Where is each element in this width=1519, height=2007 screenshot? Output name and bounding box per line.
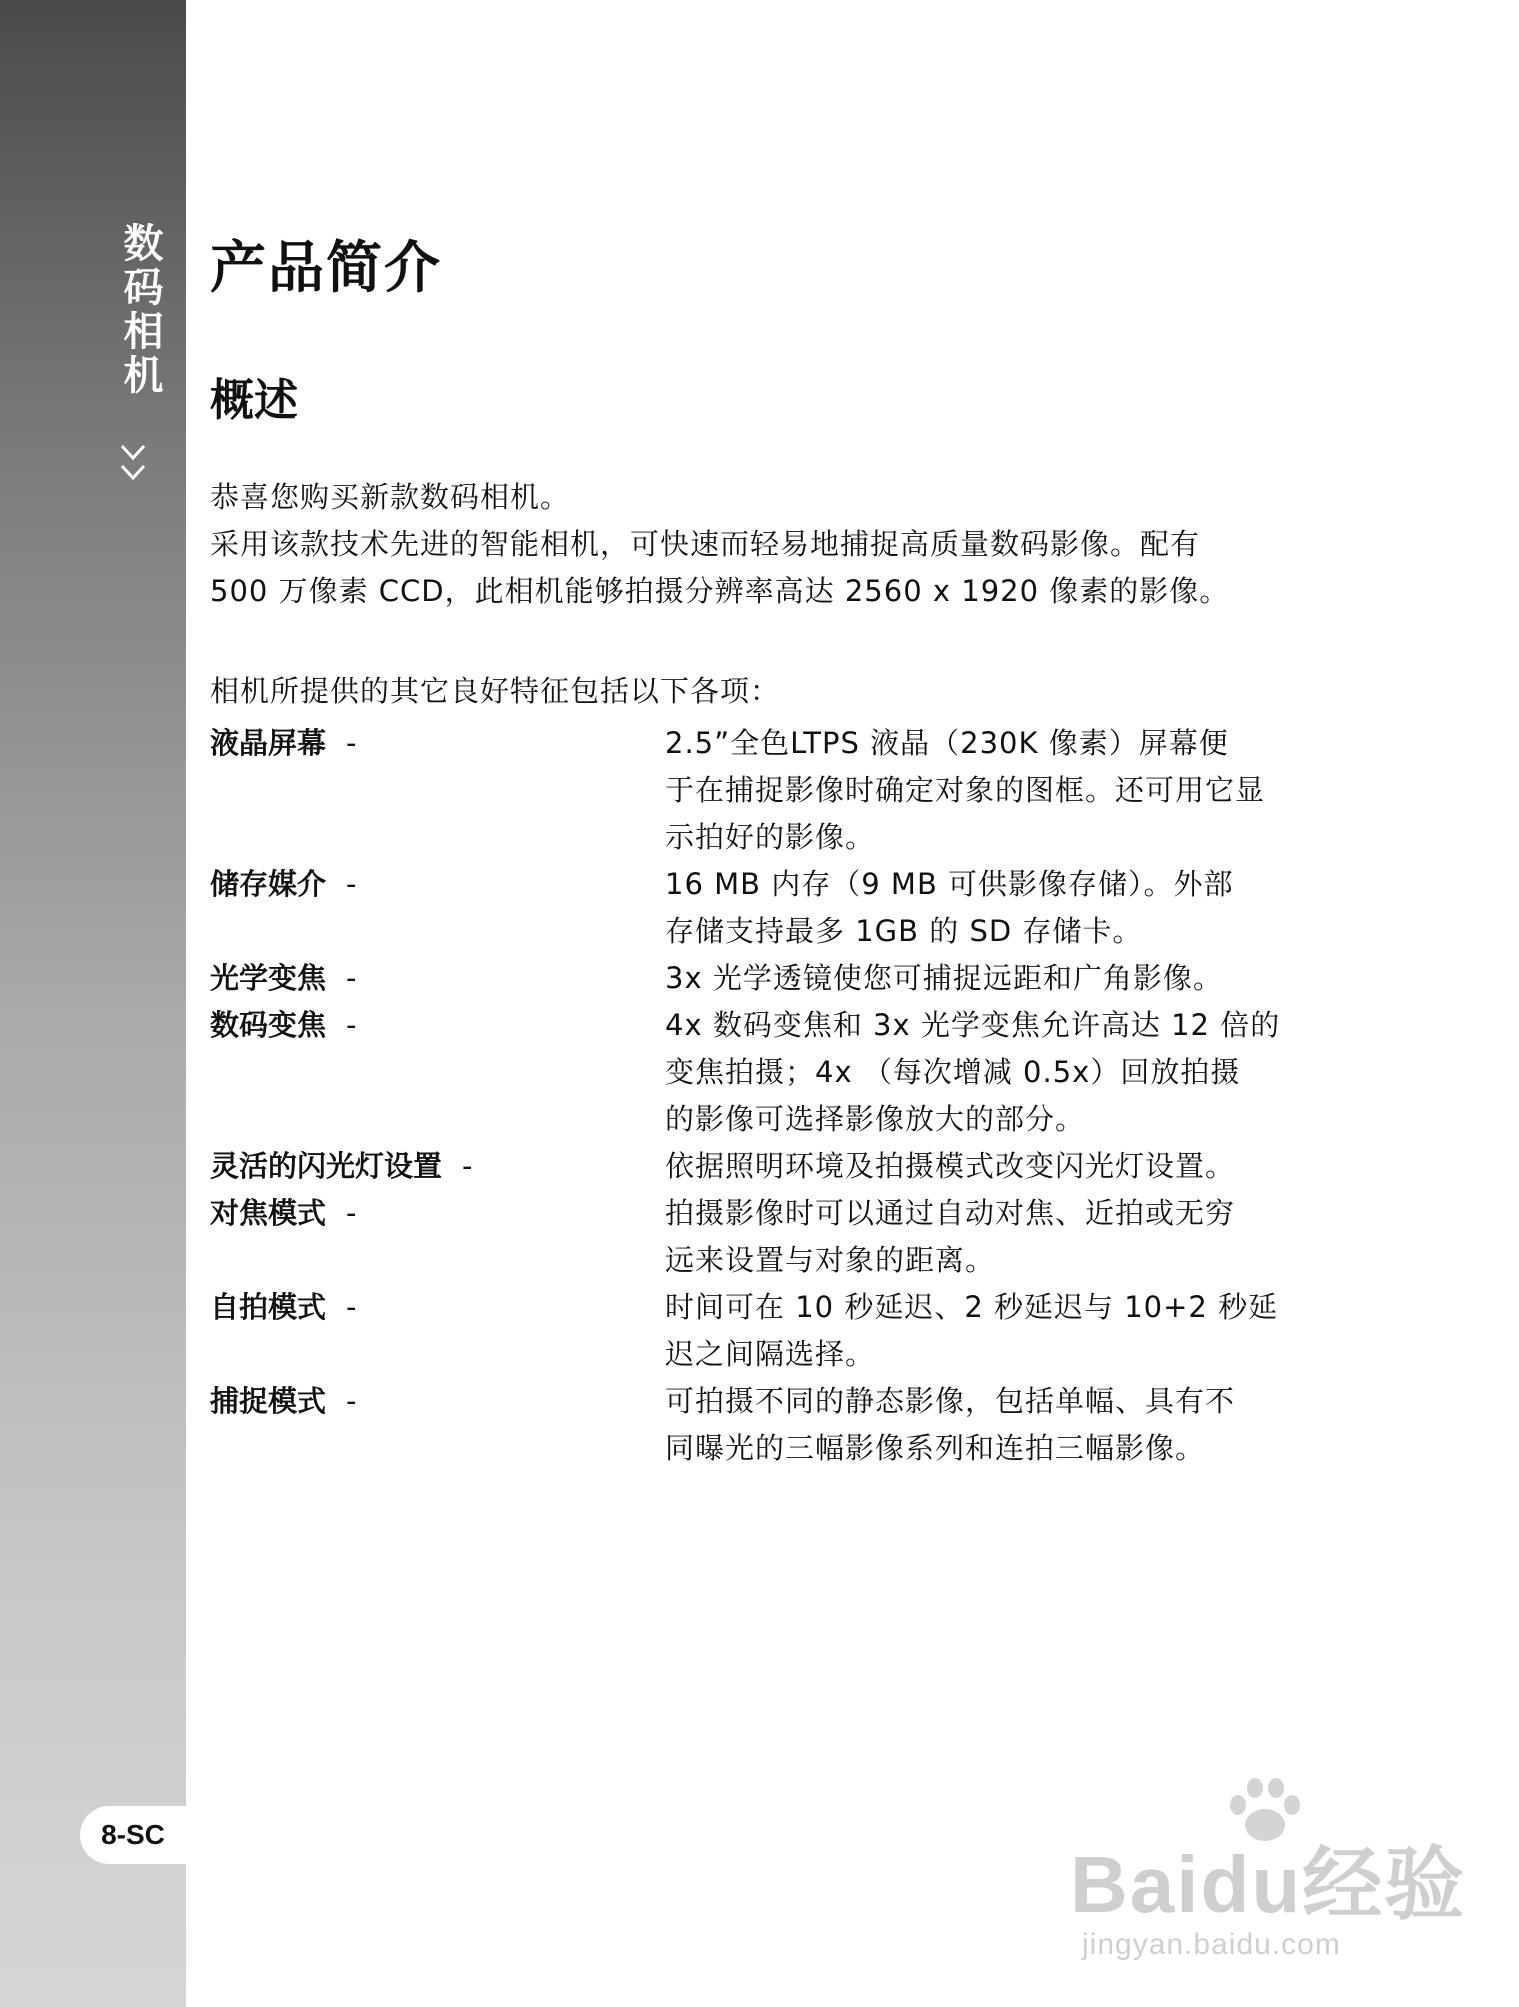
feature-description	[665, 1190, 1320, 1284]
feature-line: 的影像可选择影像放大的部分。	[665, 1102, 1086, 1136]
feature-label: 光学变焦	[210, 961, 327, 995]
feature-dash: -	[346, 1196, 357, 1230]
feature-description	[665, 861, 1320, 955]
section-title: 概述	[210, 375, 298, 426]
feature-description	[665, 1143, 1320, 1190]
feature-line: 3x 光学透镜使您可捕捉远距和广角影像。	[665, 961, 1223, 995]
feature-line: 同曝光的三幅影像系列和连拍三幅影像。	[665, 1431, 1206, 1465]
feature-item	[210, 1190, 1320, 1284]
feature-line: 可拍摄不同的静态影像，包括单幅、具有不	[665, 1384, 1236, 1418]
feature-item	[210, 861, 1320, 955]
feature-description	[665, 1378, 1320, 1472]
feature-description	[665, 955, 1320, 1002]
features-intro: 相机所提供的其它良好特征包括以下各项：	[210, 674, 781, 708]
feature-item	[210, 955, 1320, 1002]
intro-line-3: 500 万像素 CCD，此相机能够拍摄分辨率高达 2560 x 1920 像素的影像。	[210, 574, 1230, 608]
intro-line-2: 采用该款技术先进的智能相机，可快速而轻易地捕捉高质量数码影像。配有	[210, 527, 1201, 561]
feature-description	[665, 1002, 1320, 1143]
feature-label: 灵活的闪光灯设置	[210, 1149, 443, 1183]
feature-line: 2.5”全色LTPS 液晶（230K 像素）屏幕便	[665, 726, 1229, 760]
side-band	[0, 0, 186, 2007]
feature-dash: -	[346, 1290, 357, 1324]
intro-line-1: 恭喜您购买新款数码相机。	[210, 480, 571, 514]
feature-description	[665, 720, 1320, 861]
feature-dash: -	[346, 1384, 357, 1418]
feature-label: 数码变焦	[210, 1008, 327, 1042]
page-title: 产品简介	[210, 236, 442, 301]
feature-line: 16 MB 内存（9 MB 可供影像存储）。外部	[665, 867, 1234, 901]
double-chevron-icon	[118, 440, 148, 486]
feature-line: 远来设置与对象的距离。	[665, 1243, 996, 1277]
feature-label: 对焦模式	[210, 1196, 327, 1230]
feature-dash: -	[346, 1008, 357, 1042]
watermark	[1070, 1780, 1500, 1980]
feature-label: 自拍模式	[210, 1290, 327, 1324]
watermark-logo: Baidu经验	[1070, 1840, 1467, 1929]
feature-label: 储存媒介	[210, 867, 327, 901]
feature-line: 存储支持最多 1GB 的 SD 存储卡。	[665, 914, 1143, 948]
feature-line: 变焦拍摄；4x （每次增减 0.5x）回放拍摄	[665, 1055, 1241, 1089]
feature-item	[210, 720, 1320, 861]
feature-item	[210, 1143, 1320, 1190]
feature-line: 时间可在 10 秒延迟、2 秒延迟与 10+2 秒延	[665, 1290, 1279, 1324]
watermark-url: jingyan.baidu.com	[1082, 1928, 1341, 1961]
feature-label: 捕捉模式	[210, 1384, 327, 1418]
feature-dash: -	[346, 867, 357, 901]
feature-item	[210, 1284, 1320, 1378]
sidebar-title: 数码相机	[117, 222, 163, 398]
feature-list	[210, 720, 1320, 1472]
feature-line: 拍摄影像时可以通过自动对焦、近拍或无穷	[665, 1196, 1236, 1230]
feature-label: 液晶屏幕	[210, 726, 327, 760]
feature-line: 示拍好的影像。	[665, 820, 876, 854]
page-number: 8-SC	[80, 1806, 186, 1864]
feature-dash: -	[346, 961, 357, 995]
feature-description	[665, 1284, 1320, 1378]
feature-item	[210, 1378, 1320, 1472]
feature-line: 迟之间隔选择。	[665, 1337, 876, 1371]
feature-item	[210, 1002, 1320, 1143]
feature-line: 依据照明环境及拍摄模式改变闪光灯设置。	[665, 1149, 1236, 1183]
feature-dash: -	[346, 726, 357, 760]
feature-line: 4x 数码变焦和 3x 光学变焦允许高达 12 倍的	[665, 1008, 1281, 1042]
feature-line: 于在捕捉影像时确定对象的图框。还可用它显	[665, 773, 1266, 807]
chevron-down-icon	[110, 440, 156, 488]
feature-dash: -	[462, 1149, 473, 1183]
